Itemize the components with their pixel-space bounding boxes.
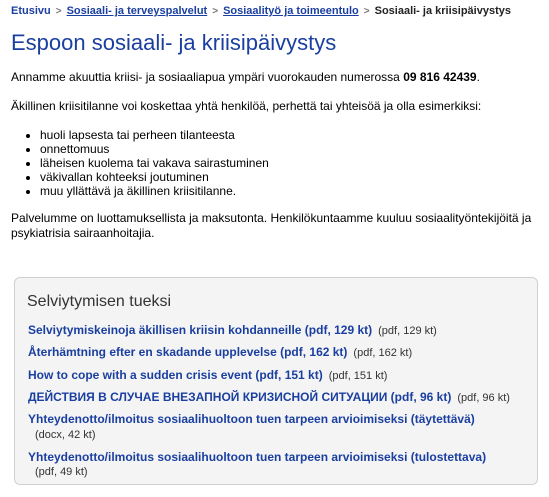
page-title: Espoon sosiaali- ja kriisipäivystys xyxy=(11,30,337,55)
document-meta: (pdf, 96 kt) xyxy=(457,392,510,404)
breadcrumb-current: Sosiaali- ja kriisipäivystys xyxy=(374,5,511,17)
document-row xyxy=(28,412,475,427)
service-info-paragraph: Palvelumme on luottamuksellista ja maksutonta. Henkilökuntaamme kuuluu sosiaalityöntekijöitä ja psykiatrisia sairaanhoitajia. xyxy=(11,211,532,240)
list-item: • huoli lapsesta tai perheen tilanteesta xyxy=(40,128,269,142)
crisis-description: Äkillinen kriisitilanne voi koskettaa yhtä henkilöä, perhettä tai yhteisöä ja olla esimerkiksi: xyxy=(11,99,482,113)
intro-end: . xyxy=(476,70,480,84)
document-row xyxy=(28,323,437,339)
crisis-examples-list xyxy=(11,128,269,198)
document-link-notification-fillable[interactable]: Yhteydenotto/ilmoitus sosiaalihuoltoon tuen tarpeen arvioimiseksi (täytettävä) xyxy=(28,412,475,426)
intro-paragraph xyxy=(11,70,541,85)
breadcrumb-link-health-services[interactable]: Sosiaali- ja terveyspalvelut xyxy=(66,5,208,17)
breadcrumb-separator: > xyxy=(363,6,370,17)
list-item: • onnettomuus xyxy=(40,142,269,156)
document-link-coping-sv[interactable]: Återhämtning efter en skadande upplevelse (pdf, 162 kt) xyxy=(28,345,348,359)
document-row xyxy=(28,390,510,406)
document-link-coping-ru[interactable]: ДЕЙСТВИЯ В СЛУЧАЕ ВНЕЗАПНОЙ КРИЗИСНОЙ СИТУАЦИИ (pdf, 96 kt) xyxy=(28,390,452,404)
document-meta: (pdf, 49 kt) xyxy=(35,466,88,478)
support-materials-box xyxy=(14,277,538,485)
document-link-coping-en[interactable]: How to cope with a sudden crisis event (pdf, 151 kt) xyxy=(28,368,323,382)
document-meta: (pdf, 151 kt) xyxy=(328,370,388,382)
document-row xyxy=(28,368,387,384)
document-meta: (pdf, 162 kt) xyxy=(353,347,413,359)
document-link-coping-fi[interactable]: Selviytymiskeinoja äkillisen kriisin kohdanneille (pdf, 129 kt) xyxy=(28,323,373,337)
intro-text: Annamme akuuttia kriisi- ja sosiaaliapua ympäri vuorokauden numerossa xyxy=(11,70,404,84)
breadcrumb-separator: > xyxy=(212,6,219,17)
document-meta: (pdf, 129 kt) xyxy=(378,325,437,337)
support-box-title: Selviytymisen tueksi xyxy=(27,293,172,310)
document-meta: (docx, 42 kt) xyxy=(35,429,96,441)
breadcrumb-link-home[interactable]: Etusivu xyxy=(11,5,51,17)
breadcrumb-link-social-work[interactable]: Sosiaalityö ja toimeentulo xyxy=(223,5,359,17)
list-item: • läheisen kuolema tai vakava sairastuminen xyxy=(40,156,269,170)
breadcrumb-separator: > xyxy=(55,6,62,17)
list-item: • muu yllättävä ja äkillinen kriisitilanne. xyxy=(40,184,269,198)
document-row xyxy=(28,450,486,465)
phone-number: 09 816 42439 xyxy=(403,70,477,84)
document-link-notification-printable[interactable]: Yhteydenotto/ilmoitus sosiaalihuoltoon tuen tarpeen arvioimiseksi (tulostettava) xyxy=(28,450,487,464)
document-row xyxy=(28,345,412,361)
breadcrumb xyxy=(11,5,511,17)
list-item: • väkivallan kohteeksi joutuminen xyxy=(40,170,269,184)
